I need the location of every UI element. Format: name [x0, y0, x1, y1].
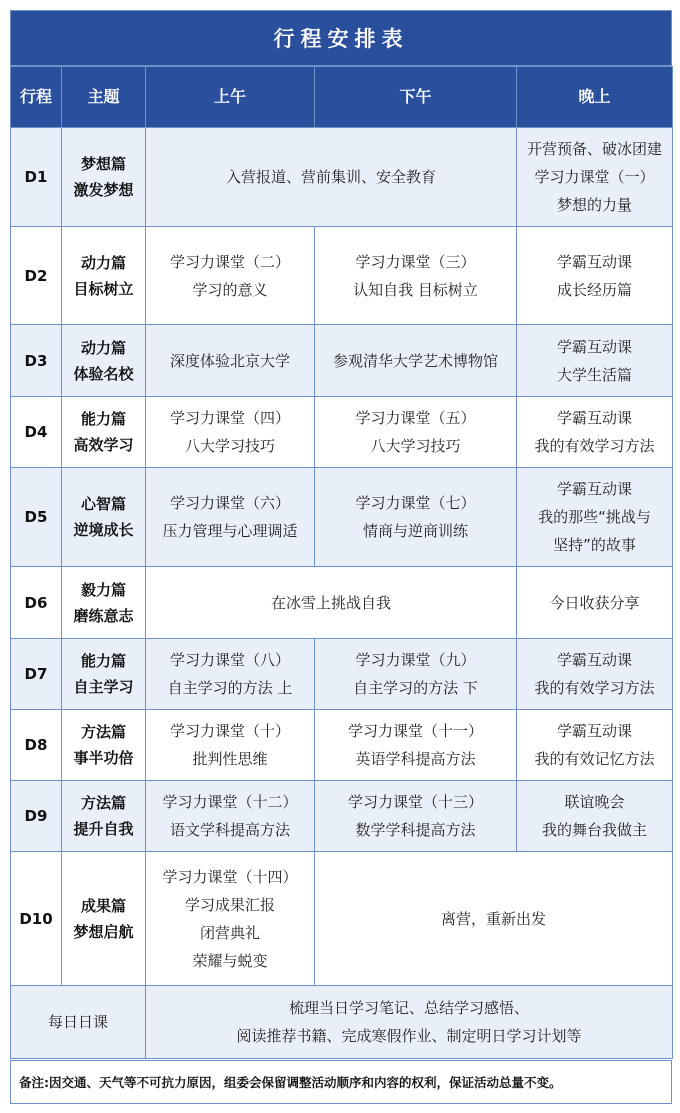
schedule-table: [10, 66, 673, 1059]
morning-afternoon-cell: 在冰雪上挑战自我: [146, 567, 517, 639]
morning-cell: 学习力课堂（十） 批判性思维: [146, 710, 315, 781]
daily-label: 每日日课: [11, 986, 146, 1059]
theme-cell: 成果篇 梦想启航: [62, 852, 146, 986]
day-cell: D7: [11, 639, 62, 710]
table-row: [11, 567, 673, 639]
day-cell: D4: [11, 397, 62, 468]
table-row: [11, 397, 673, 468]
table-row: [11, 325, 673, 397]
theme-cell: 动力篇 体验名校: [62, 325, 146, 397]
daily-content: 梳理当日学习笔记、总结学习感悟、 阅读推荐书籍、完成寒假作业、制定明日学习计划等: [146, 986, 673, 1059]
evening-cell: 今日收获分享: [517, 567, 673, 639]
header-day: 行程: [11, 67, 62, 128]
afternoon-evening-cell: 离营，重新出发: [315, 852, 673, 986]
theme-cell: 方法篇 事半功倍: [62, 710, 146, 781]
theme-cell: 梦想篇 激发梦想: [62, 128, 146, 227]
evening-cell: 学霸互动课 我的有效学习方法: [517, 397, 673, 468]
afternoon-cell: 参观清华大学艺术博物馆: [315, 325, 517, 397]
afternoon-cell: 学习力课堂（五） 八大学习技巧: [315, 397, 517, 468]
day-cell: D6: [11, 567, 62, 639]
theme-cell: 能力篇 高效学习: [62, 397, 146, 468]
evening-cell: 学霸互动课 我的有效记忆方法: [517, 710, 673, 781]
table-row: [11, 227, 673, 325]
morning-cell: 学习力课堂（十二） 语文学科提高方法: [146, 781, 315, 852]
day-cell: D3: [11, 325, 62, 397]
theme-cell: 动力篇 目标树立: [62, 227, 146, 325]
table-row: [11, 710, 673, 781]
day-cell: D10: [11, 852, 62, 986]
theme-cell: 心智篇 逆境成长: [62, 468, 146, 567]
morning-cell: 学习力课堂（十四） 学习成果汇报 闭营典礼 荣耀与蜕变: [146, 852, 315, 986]
theme-cell: 方法篇 提升自我: [62, 781, 146, 852]
header-afternoon: 下午: [315, 67, 517, 128]
evening-cell: 开营预备、破冰团建 学习力课堂（一） 梦想的力量: [517, 128, 673, 227]
day-cell: D8: [11, 710, 62, 781]
header-evening: 晚上: [517, 67, 673, 128]
evening-cell: 学霸互动课 大学生活篇: [517, 325, 673, 397]
table-row: [11, 781, 673, 852]
header-row: [11, 67, 673, 128]
morning-cell: 学习力课堂（二） 学习的意义: [146, 227, 315, 325]
afternoon-cell: 学习力课堂（九） 自主学习的方法 下: [315, 639, 517, 710]
header-theme: 主题: [62, 67, 146, 128]
morning-afternoon-cell: 入营报道、营前集训、安全教育: [146, 128, 517, 227]
morning-cell: 学习力课堂（八） 自主学习的方法 上: [146, 639, 315, 710]
evening-cell: 学霸互动课 成长经历篇: [517, 227, 673, 325]
table-row: [11, 639, 673, 710]
day-cell: D2: [11, 227, 62, 325]
day-cell: D9: [11, 781, 62, 852]
evening-cell: 学霸互动课 我的有效学习方法: [517, 639, 673, 710]
header-morning: 上午: [146, 67, 315, 128]
afternoon-cell: 学习力课堂（十一） 英语学科提高方法: [315, 710, 517, 781]
day-cell: D1: [11, 128, 62, 227]
evening-cell: 联谊晚会 我的舞台我做主: [517, 781, 673, 852]
afternoon-cell: 学习力课堂（三） 认知自我 目标树立: [315, 227, 517, 325]
table-row: [11, 852, 673, 986]
afternoon-cell: 学习力课堂（七） 情商与逆商训练: [315, 468, 517, 567]
theme-cell: 毅力篇 磨练意志: [62, 567, 146, 639]
theme-cell: 能力篇 自主学习: [62, 639, 146, 710]
evening-cell: 学霸互动课 我的那些“挑战与 坚持”的故事: [517, 468, 673, 567]
day-cell: D5: [11, 468, 62, 567]
table-row: [11, 468, 673, 567]
daily-row: [11, 986, 673, 1059]
table-title: 行程安排表: [10, 10, 672, 66]
morning-cell: 学习力课堂（四） 八大学习技巧: [146, 397, 315, 468]
afternoon-cell: 学习力课堂（十三） 数学学科提高方法: [315, 781, 517, 852]
table-row: [11, 128, 673, 227]
morning-cell: 学习力课堂（六） 压力管理与心理调适: [146, 468, 315, 567]
morning-cell: 深度体验北京大学: [146, 325, 315, 397]
footnote: 备注:因交通、天气等不可抗力原因，组委会保留调整活动顺序和内容的权利，保证活动总量不变。: [10, 1060, 672, 1104]
